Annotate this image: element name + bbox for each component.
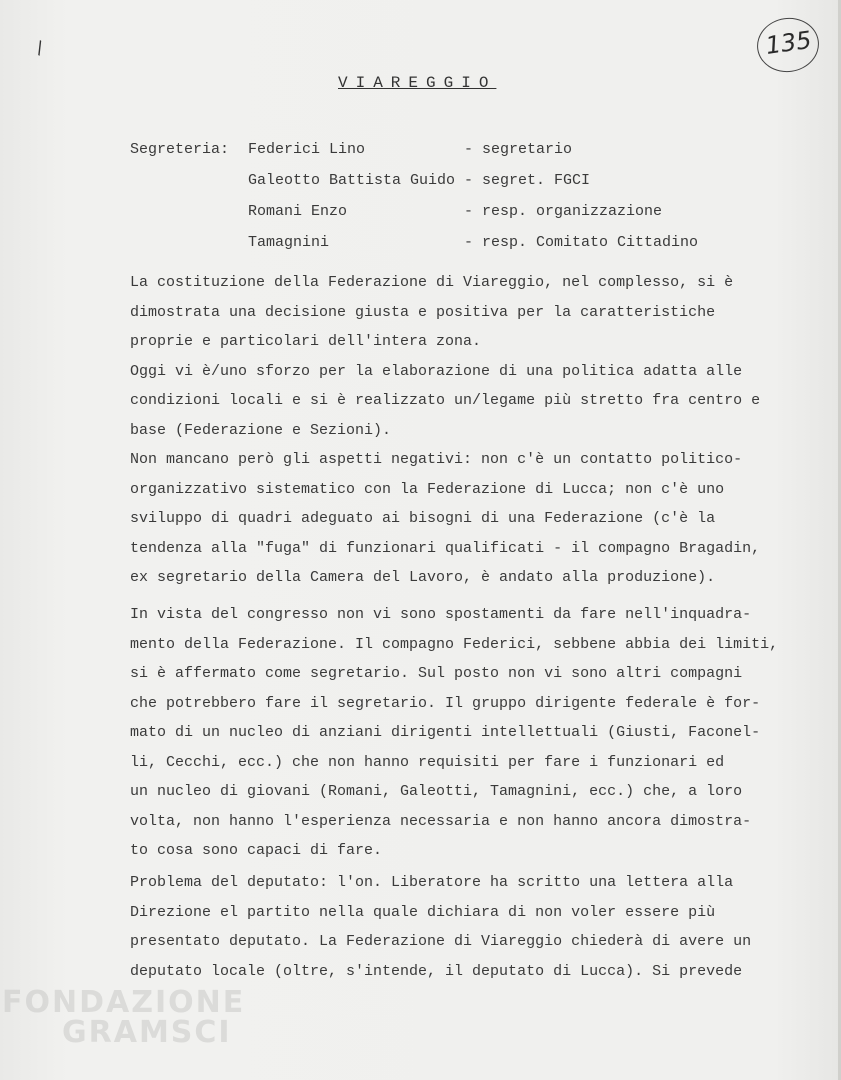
page-number-stamp (754, 14, 823, 76)
text-line: to cosa sono capaci di fare. (130, 842, 383, 859)
text-line: volta, non hanno l'esperienza necessaria e non hanno ancora dimostra- (130, 812, 752, 830)
text-line: tendenza alla "fuga" di funzionari qualificati - il compagno Bragadin, (130, 539, 761, 557)
text-line: deputato locale (oltre, s'intende, il deputato di Lucca). Si prevede (130, 962, 743, 980)
page-title: VIAREGGIO (338, 74, 497, 92)
page-number: 135 (763, 25, 814, 60)
text-line: Non mancano però gli aspetti negativi: non c'è un contatto politico- (130, 451, 743, 468)
text-line: li, Cecchi, ecc.) che non hanno requisiti per fare i funzionari ed (130, 753, 725, 771)
staff-role: - resp. Comitato Cittadino (464, 234, 699, 251)
staff-role: - segret. FGCI (464, 172, 591, 189)
text-line: Direzione el partito nella quale dichiara di non voler essere più (130, 903, 716, 921)
watermark-line: FONDAZIONE (2, 985, 246, 1020)
text-line: mato di un nucleo di anziani dirigenti intellettuali (Giusti, Faconel- (130, 724, 761, 741)
archive-watermark (2, 985, 246, 1050)
staff-role: - segretario (464, 141, 573, 158)
text-line: condizioni locali e si è realizzato un/legame più stretto fra centro e (130, 392, 761, 409)
segreteria-label: Segreteria: (130, 141, 230, 158)
text-line: base (Federazione e Sezioni). (130, 421, 392, 439)
text-line: mento della Federazione. Il compagno Federici, sebbene abbia dei limiti, (130, 635, 779, 653)
paragraph-congresso (130, 600, 830, 866)
pen-mark: \ (28, 38, 49, 62)
text-line: si è affermato come segretario. Sul posto non vi sono altri compagni (130, 665, 743, 682)
staff-name: Tamagnini (248, 234, 330, 251)
text-line: un nucleo di giovani (Romani, Galeotti, Tamagnini, ecc.) che, a loro (130, 783, 743, 800)
text-line: proprie e particolari dell'intera zona. (130, 333, 482, 350)
text-line: ex segretario della Camera del Lavoro, è andato alla produzione). (130, 569, 716, 586)
watermark-line: GRAMSCI (62, 1015, 232, 1050)
paragraph-deputato (130, 868, 830, 986)
text-line: Problema del deputato: l'on. Liberatore ha scritto una lettera alla (130, 874, 734, 891)
text-line: sviluppo di quadri adeguato ai bisogni di una Federazione (c'è la (130, 510, 716, 527)
text-line: Oggi vi è/uno sforzo per la elaborazione di una politica adatta alle (130, 362, 743, 380)
staff-role: - resp. organizzazione (464, 203, 663, 220)
text-line: La costituzione della Federazione di Viareggio, nel complesso, si è (130, 274, 734, 291)
text-line: che potrebbero fare il segretario. Il gruppo dirigente federale è for- (130, 694, 761, 712)
text-line: organizzativo sistematico con la Federazione di Lucca; non c'è uno (130, 480, 725, 498)
text-line: presentato deputato. La Federazione di Viareggio chiederà di avere un (130, 933, 752, 950)
staff-name: Romani Enzo (248, 203, 348, 220)
text-line: In vista del congresso non vi sono spostamenti da fare nell'inquadra- (130, 606, 752, 623)
paragraph-federazione (130, 268, 830, 593)
text-line: dimostrata una decisione giusta e positiva per la caratteristiche (130, 303, 716, 321)
staff-name: Federici Lino (248, 141, 366, 158)
staff-name: Galeotto Battista Guido (248, 172, 456, 189)
